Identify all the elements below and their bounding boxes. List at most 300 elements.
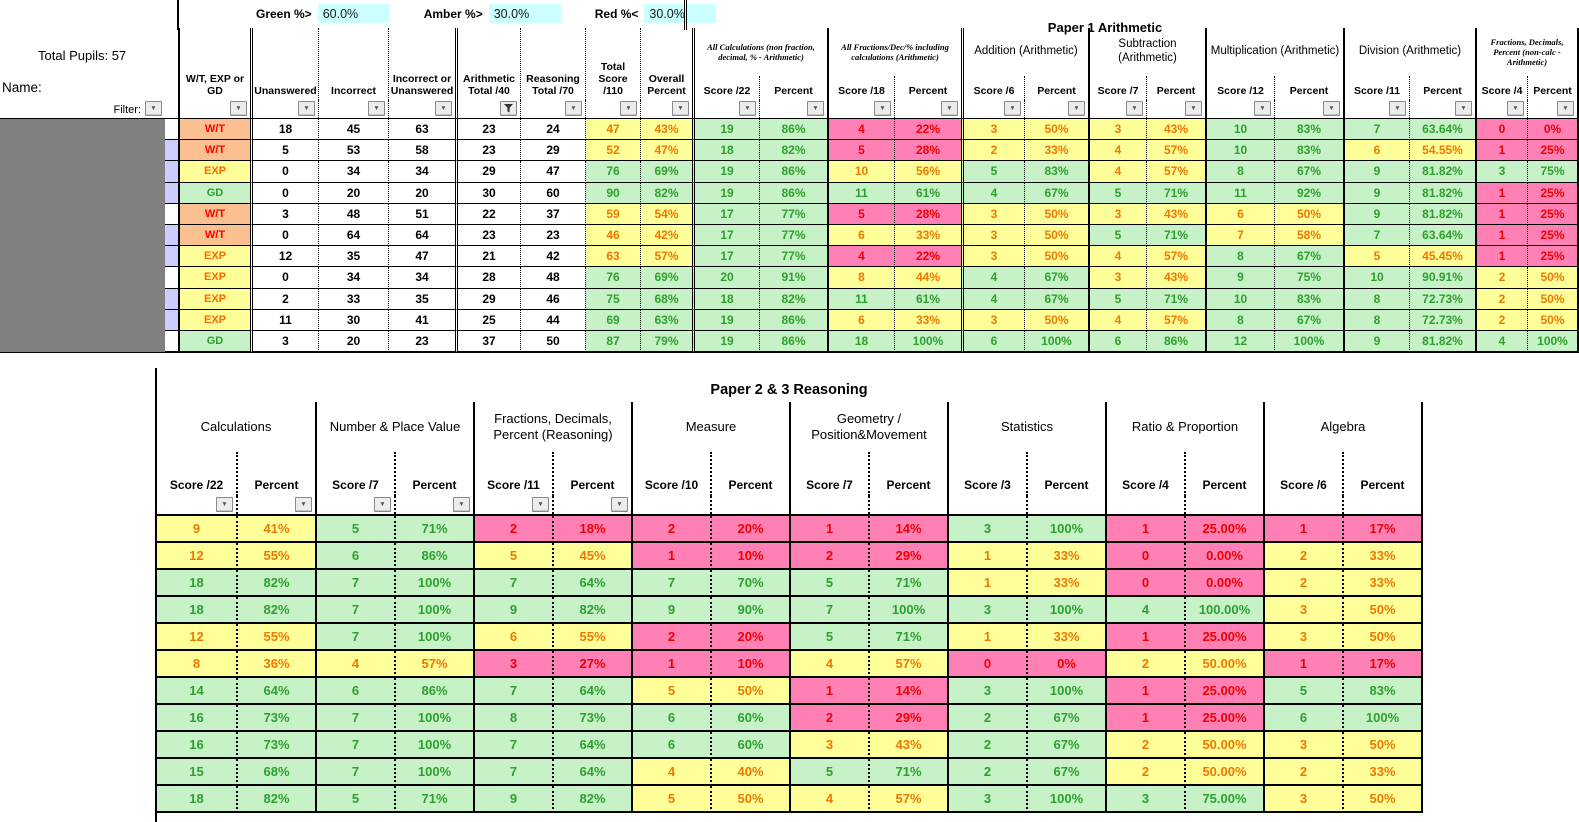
green-threshold-value[interactable]: 60.0% [318, 4, 390, 23]
data-cell[interactable]: 0 [250, 267, 318, 288]
band-cell[interactable]: EXP [178, 310, 250, 331]
score-cell[interactable]: 5 [315, 786, 394, 813]
data-cell[interactable]: 23 [455, 225, 520, 246]
percent-cell[interactable]: 71% [1146, 225, 1205, 246]
percent-cell[interactable]: 56% [894, 161, 961, 182]
percent-cell[interactable]: 43% [1146, 119, 1205, 140]
score-cell[interactable]: 6 [1343, 140, 1409, 161]
score-cell[interactable]: 18 [157, 570, 236, 597]
percent-cell[interactable]: 82% [552, 597, 631, 624]
data-cell[interactable]: 2 [250, 289, 318, 310]
score-cell[interactable]: 0 [1105, 543, 1184, 570]
score-cell[interactable]: 3 [961, 310, 1024, 331]
data-cell[interactable]: 58 [388, 140, 455, 161]
filter-dropdown-button[interactable] [1323, 101, 1340, 116]
score-cell[interactable]: 2 [1475, 289, 1527, 310]
percent-cell[interactable]: 50% [1024, 119, 1088, 140]
percent-cell[interactable]: 29% [868, 705, 947, 732]
data-cell[interactable]: 23 [455, 119, 520, 140]
overall-percent-cell[interactable]: 68% [640, 289, 692, 310]
band-cell[interactable]: W/T [178, 140, 250, 161]
overall-percent-cell[interactable]: 69% [640, 267, 692, 288]
filter-dropdown-button[interactable] [532, 497, 549, 512]
score-cell[interactable]: 1 [1263, 516, 1342, 543]
data-cell[interactable]: 45 [318, 119, 388, 140]
percent-cell[interactable]: 33% [1026, 624, 1105, 651]
percent-cell[interactable]: 57% [868, 786, 947, 813]
score-cell[interactable]: 8 [1205, 246, 1274, 267]
score-cell[interactable]: 6 [315, 678, 394, 705]
score-cell[interactable]: 2 [1475, 267, 1527, 288]
percent-cell[interactable]: 67% [1026, 759, 1105, 786]
percent-cell[interactable]: 83% [1274, 289, 1343, 310]
percent-cell[interactable]: 100% [394, 705, 473, 732]
data-cell[interactable]: 18 [250, 119, 318, 140]
percent-cell[interactable]: 50% [1342, 732, 1421, 759]
percent-cell[interactable]: 10% [710, 651, 789, 678]
score-cell[interactable]: 18 [157, 597, 236, 624]
total-score-cell[interactable]: 46 [585, 225, 640, 246]
filter-dropdown-button[interactable] [620, 101, 637, 116]
score-cell[interactable]: 6 [827, 225, 894, 246]
percent-cell[interactable]: 82% [552, 786, 631, 813]
score-cell[interactable]: 18 [157, 786, 236, 813]
filter-dropdown-button[interactable] [941, 101, 958, 116]
percent-cell[interactable]: 64% [236, 678, 315, 705]
filter-dropdown-button[interactable] [230, 101, 247, 116]
data-cell[interactable]: 53 [318, 140, 388, 161]
percent-cell[interactable]: 45% [552, 543, 631, 570]
percent-cell[interactable]: 86% [1146, 331, 1205, 352]
score-cell[interactable]: 4 [961, 289, 1024, 310]
score-cell[interactable]: 7 [473, 570, 552, 597]
row-flag-cell[interactable] [165, 119, 178, 140]
filter-dropdown-button[interactable] [1507, 101, 1524, 116]
percent-cell[interactable]: 64% [552, 570, 631, 597]
score-cell[interactable]: 8 [473, 705, 552, 732]
score-cell[interactable]: 11 [827, 183, 894, 204]
data-cell[interactable]: 5 [250, 140, 318, 161]
score-cell[interactable]: 18 [692, 140, 759, 161]
data-cell[interactable]: 30 [455, 183, 520, 204]
filter-dropdown-button[interactable] [807, 101, 824, 116]
score-cell[interactable]: 8 [1205, 310, 1274, 331]
score-cell[interactable]: 8 [827, 267, 894, 288]
data-cell[interactable]: 0 [250, 161, 318, 182]
percent-cell[interactable]: 81.82% [1409, 204, 1475, 225]
score-cell[interactable]: 3 [1263, 624, 1342, 651]
percent-cell[interactable]: 22% [894, 246, 961, 267]
percent-cell[interactable]: 33% [1024, 140, 1088, 161]
score-cell[interactable]: 4 [789, 786, 868, 813]
band-cell[interactable]: EXP [178, 161, 250, 182]
score-cell[interactable]: 3 [1088, 267, 1146, 288]
percent-cell[interactable]: 50% [1024, 310, 1088, 331]
percent-cell[interactable]: 28% [894, 204, 961, 225]
score-cell[interactable]: 9 [473, 786, 552, 813]
data-cell[interactable]: 34 [318, 161, 388, 182]
data-cell[interactable]: 22 [455, 204, 520, 225]
percent-cell[interactable]: 50% [710, 786, 789, 813]
score-cell[interactable]: 5 [961, 161, 1024, 182]
score-cell[interactable]: 7 [315, 759, 394, 786]
score-cell[interactable]: 1 [631, 651, 710, 678]
score-cell[interactable]: 9 [1343, 183, 1409, 204]
score-cell[interactable]: 5 [1088, 289, 1146, 310]
percent-cell[interactable]: 33% [1026, 570, 1105, 597]
score-cell[interactable]: 1 [947, 570, 1026, 597]
score-cell[interactable]: 7 [315, 732, 394, 759]
percent-cell[interactable]: 20% [710, 516, 789, 543]
percent-cell[interactable]: 40% [710, 759, 789, 786]
score-cell[interactable]: 4 [1088, 310, 1146, 331]
overall-percent-cell[interactable]: 69% [640, 161, 692, 182]
score-cell[interactable]: 4 [961, 267, 1024, 288]
percent-cell[interactable]: 36% [236, 651, 315, 678]
score-cell[interactable]: 12 [1205, 331, 1274, 352]
percent-cell[interactable]: 67% [1024, 289, 1088, 310]
score-cell[interactable]: 2 [473, 516, 552, 543]
score-cell[interactable]: 2 [789, 705, 868, 732]
percent-cell[interactable]: 83% [1274, 140, 1343, 161]
percent-cell[interactable]: 72.73% [1409, 289, 1475, 310]
percent-cell[interactable]: 54.55% [1409, 140, 1475, 161]
percent-cell[interactable]: 86% [394, 543, 473, 570]
score-cell[interactable]: 20 [692, 267, 759, 288]
percent-cell[interactable]: 58% [1274, 225, 1343, 246]
row-flag-cell[interactable] [165, 246, 178, 267]
filter-dropdown-button[interactable] [1455, 101, 1472, 116]
data-cell[interactable]: 23 [388, 331, 455, 352]
percent-cell[interactable]: 0% [1026, 651, 1105, 678]
score-cell[interactable]: 10 [1205, 289, 1274, 310]
score-cell[interactable]: 6 [1205, 204, 1274, 225]
score-cell[interactable]: 8 [1343, 289, 1409, 310]
score-cell[interactable]: 9 [157, 516, 236, 543]
percent-cell[interactable]: 50% [1342, 786, 1421, 813]
percent-cell[interactable]: 50.00% [1184, 759, 1263, 786]
percent-cell[interactable]: 25.00% [1184, 516, 1263, 543]
score-cell[interactable]: 0 [1105, 570, 1184, 597]
total-score-cell[interactable]: 76 [585, 267, 640, 288]
data-cell[interactable]: 0 [250, 225, 318, 246]
percent-cell[interactable]: 57% [1146, 310, 1205, 331]
filter-dropdown-button[interactable] [1068, 101, 1085, 116]
row-flag-cell[interactable] [165, 140, 178, 161]
data-cell[interactable]: 0 [250, 183, 318, 204]
percent-cell[interactable]: 43% [1146, 204, 1205, 225]
score-cell[interactable]: 1 [1475, 183, 1527, 204]
score-cell[interactable]: 3 [1088, 204, 1146, 225]
data-cell[interactable]: 64 [388, 225, 455, 246]
total-score-cell[interactable]: 87 [585, 331, 640, 352]
score-cell[interactable]: 3 [1475, 161, 1527, 182]
percent-cell[interactable]: 33% [894, 310, 961, 331]
data-cell[interactable]: 50 [520, 331, 585, 352]
percent-cell[interactable]: 100% [1026, 516, 1105, 543]
data-cell[interactable]: 3 [250, 204, 318, 225]
filter-dropdown-button[interactable] [374, 497, 391, 512]
data-cell[interactable]: 47 [520, 161, 585, 182]
score-cell[interactable]: 7 [315, 570, 394, 597]
score-cell[interactable]: 2 [947, 732, 1026, 759]
percent-cell[interactable]: 44% [894, 267, 961, 288]
data-cell[interactable]: 48 [318, 204, 388, 225]
score-cell[interactable]: 3 [961, 225, 1024, 246]
data-cell[interactable]: 37 [455, 331, 520, 352]
score-cell[interactable]: 4 [1105, 597, 1184, 624]
filter-dropdown-button[interactable] [874, 101, 891, 116]
percent-cell[interactable]: 86% [759, 331, 827, 352]
score-cell[interactable]: 2 [789, 543, 868, 570]
score-cell[interactable]: 6 [631, 705, 710, 732]
score-cell[interactable]: 5 [1343, 246, 1409, 267]
score-cell[interactable]: 1 [1105, 705, 1184, 732]
score-cell[interactable]: 9 [1343, 204, 1409, 225]
band-cell[interactable]: EXP [178, 289, 250, 310]
percent-cell[interactable]: 50% [1342, 624, 1421, 651]
percent-cell[interactable]: 91% [759, 267, 827, 288]
score-cell[interactable]: 9 [1205, 267, 1274, 288]
percent-cell[interactable]: 71% [868, 759, 947, 786]
score-cell[interactable]: 17 [692, 225, 759, 246]
total-score-cell[interactable]: 75 [585, 289, 640, 310]
percent-cell[interactable]: 71% [1146, 289, 1205, 310]
data-cell[interactable]: 34 [318, 267, 388, 288]
total-score-cell[interactable]: 59 [585, 204, 640, 225]
row-flag-cell[interactable] [165, 289, 178, 310]
percent-cell[interactable]: 57% [394, 651, 473, 678]
percent-cell[interactable]: 43% [1146, 267, 1205, 288]
row-flag-cell[interactable] [165, 161, 178, 182]
row-flag-cell[interactable] [165, 331, 178, 352]
score-cell[interactable]: 5 [315, 516, 394, 543]
score-cell[interactable]: 9 [631, 597, 710, 624]
percent-cell[interactable]: 71% [1146, 183, 1205, 204]
filter-dropdown-button[interactable] [1185, 101, 1202, 116]
percent-cell[interactable]: 100% [1026, 678, 1105, 705]
data-cell[interactable]: 30 [318, 310, 388, 331]
percent-cell[interactable]: 25% [1527, 140, 1577, 161]
percent-cell[interactable]: 77% [759, 225, 827, 246]
filter-dropdown-button[interactable] [453, 497, 470, 512]
score-cell[interactable]: 11 [1205, 183, 1274, 204]
filter-dropdown-button[interactable] [611, 497, 628, 512]
data-cell[interactable]: 23 [455, 140, 520, 161]
score-cell[interactable]: 19 [692, 310, 759, 331]
overall-percent-cell[interactable]: 79% [640, 331, 692, 352]
score-cell[interactable]: 18 [827, 331, 894, 352]
row-flag-cell[interactable] [165, 267, 178, 288]
data-cell[interactable]: 29 [455, 289, 520, 310]
score-cell[interactable]: 4 [1475, 331, 1527, 352]
percent-cell[interactable]: 57% [1146, 246, 1205, 267]
percent-cell[interactable]: 100% [894, 331, 961, 352]
percent-cell[interactable]: 100% [394, 759, 473, 786]
percent-cell[interactable]: 33% [1026, 543, 1105, 570]
score-cell[interactable]: 2 [947, 705, 1026, 732]
score-cell[interactable]: 2 [1263, 759, 1342, 786]
percent-cell[interactable]: 67% [1274, 161, 1343, 182]
score-cell[interactable]: 10 [1343, 267, 1409, 288]
score-cell[interactable]: 19 [692, 331, 759, 352]
score-cell[interactable]: 3 [947, 678, 1026, 705]
score-cell[interactable]: 7 [315, 705, 394, 732]
total-score-cell[interactable]: 52 [585, 140, 640, 161]
percent-cell[interactable]: 86% [759, 161, 827, 182]
score-cell[interactable]: 5 [827, 204, 894, 225]
percent-cell[interactable]: 50% [1274, 204, 1343, 225]
score-cell[interactable]: 2 [1475, 310, 1527, 331]
band-cell[interactable]: W/T [178, 119, 250, 140]
score-cell[interactable]: 9 [1343, 161, 1409, 182]
percent-cell[interactable]: 73% [552, 705, 631, 732]
band-cell[interactable]: EXP [178, 267, 250, 288]
row-flag-cell[interactable] [165, 310, 178, 331]
percent-cell[interactable]: 100% [394, 597, 473, 624]
score-cell[interactable]: 7 [1205, 225, 1274, 246]
score-cell[interactable]: 1 [1475, 225, 1527, 246]
percent-cell[interactable]: 100% [394, 624, 473, 651]
percent-cell[interactable]: 63.64% [1409, 225, 1475, 246]
data-cell[interactable]: 20 [318, 183, 388, 204]
percent-cell[interactable]: 68% [236, 759, 315, 786]
score-cell[interactable]: 2 [631, 516, 710, 543]
percent-cell[interactable]: 70% [710, 570, 789, 597]
percent-cell[interactable]: 17% [1342, 651, 1421, 678]
percent-cell[interactable]: 57% [1146, 140, 1205, 161]
band-cell[interactable]: W/T [178, 204, 250, 225]
data-cell[interactable]: 35 [318, 246, 388, 267]
percent-cell[interactable]: 43% [868, 732, 947, 759]
score-cell[interactable]: 16 [157, 732, 236, 759]
percent-cell[interactable]: 100% [1274, 331, 1343, 352]
score-cell[interactable]: 4 [1088, 140, 1146, 161]
score-cell[interactable]: 10 [827, 161, 894, 182]
percent-cell[interactable]: 55% [552, 624, 631, 651]
score-cell[interactable]: 3 [947, 786, 1026, 813]
score-cell[interactable]: 19 [692, 161, 759, 182]
score-cell[interactable]: 6 [631, 732, 710, 759]
percent-cell[interactable]: 57% [1146, 161, 1205, 182]
data-cell[interactable]: 29 [520, 140, 585, 161]
percent-cell[interactable]: 67% [1024, 183, 1088, 204]
percent-cell[interactable]: 71% [394, 786, 473, 813]
red-threshold-value[interactable]: 30.0% [644, 4, 716, 23]
percent-cell[interactable]: 75.00% [1184, 786, 1263, 813]
percent-cell[interactable]: 92% [1274, 183, 1343, 204]
data-cell[interactable]: 37 [520, 204, 585, 225]
band-cell[interactable]: EXP [178, 246, 250, 267]
score-cell[interactable]: 2 [947, 759, 1026, 786]
data-cell[interactable]: 34 [388, 161, 455, 182]
band-cell[interactable]: W/T [178, 225, 250, 246]
overall-percent-cell[interactable]: 47% [640, 140, 692, 161]
data-cell[interactable]: 35 [388, 289, 455, 310]
score-cell[interactable]: 1 [1105, 624, 1184, 651]
overall-percent-cell[interactable]: 63% [640, 310, 692, 331]
row-flag-cell[interactable] [165, 204, 178, 225]
percent-cell[interactable]: 71% [868, 570, 947, 597]
percent-cell[interactable]: 33% [894, 225, 961, 246]
percent-cell[interactable]: 18% [552, 516, 631, 543]
percent-cell[interactable]: 25% [1527, 225, 1577, 246]
percent-cell[interactable]: 29% [868, 543, 947, 570]
band-cell[interactable]: GD [178, 331, 250, 352]
score-cell[interactable]: 4 [789, 651, 868, 678]
score-cell[interactable]: 6 [1263, 705, 1342, 732]
percent-cell[interactable]: 60% [710, 705, 789, 732]
score-cell[interactable]: 12 [157, 543, 236, 570]
data-cell[interactable]: 21 [455, 246, 520, 267]
score-cell[interactable]: 5 [789, 624, 868, 651]
score-cell[interactable]: 5 [631, 678, 710, 705]
score-cell[interactable]: 18 [692, 289, 759, 310]
percent-cell[interactable]: 33% [1342, 570, 1421, 597]
score-cell[interactable]: 4 [827, 119, 894, 140]
total-score-cell[interactable]: 63 [585, 246, 640, 267]
percent-cell[interactable]: 0.00% [1184, 570, 1263, 597]
score-cell[interactable]: 1 [1475, 246, 1527, 267]
percent-cell[interactable]: 82% [759, 289, 827, 310]
data-cell[interactable]: 47 [388, 246, 455, 267]
score-cell[interactable]: 19 [692, 119, 759, 140]
percent-cell[interactable]: 33% [1342, 543, 1421, 570]
score-cell[interactable]: 1 [1105, 678, 1184, 705]
percent-cell[interactable]: 25.00% [1184, 624, 1263, 651]
data-cell[interactable]: 20 [318, 331, 388, 352]
percent-cell[interactable]: 67% [1026, 705, 1105, 732]
percent-cell[interactable]: 77% [759, 246, 827, 267]
data-cell[interactable]: 48 [520, 267, 585, 288]
percent-cell[interactable]: 27% [552, 651, 631, 678]
filter-dropdown-button[interactable] [435, 101, 452, 116]
row-flag-cell[interactable] [165, 183, 178, 204]
score-cell[interactable]: 6 [827, 310, 894, 331]
score-cell[interactable]: 17 [692, 246, 759, 267]
percent-cell[interactable]: 72.73% [1409, 310, 1475, 331]
percent-cell[interactable]: 71% [868, 624, 947, 651]
percent-cell[interactable]: 25% [1527, 204, 1577, 225]
percent-cell[interactable]: 100% [1026, 786, 1105, 813]
score-cell[interactable]: 8 [1205, 161, 1274, 182]
percent-cell[interactable]: 90.91% [1409, 267, 1475, 288]
data-cell[interactable]: 64 [318, 225, 388, 246]
score-cell[interactable]: 6 [473, 624, 552, 651]
score-cell[interactable]: 3 [473, 651, 552, 678]
percent-cell[interactable]: 0% [1527, 119, 1577, 140]
percent-cell[interactable]: 100.00% [1184, 597, 1263, 624]
overall-percent-cell[interactable]: 57% [640, 246, 692, 267]
score-cell[interactable]: 14 [157, 678, 236, 705]
total-score-cell[interactable]: 90 [585, 183, 640, 204]
score-cell[interactable]: 3 [947, 597, 1026, 624]
percent-cell[interactable]: 33% [1342, 759, 1421, 786]
score-cell[interactable]: 1 [1475, 140, 1527, 161]
percent-cell[interactable]: 100% [1342, 705, 1421, 732]
score-cell[interactable]: 2 [1105, 651, 1184, 678]
score-cell[interactable]: 0 [1475, 119, 1527, 140]
score-cell[interactable]: 3 [961, 246, 1024, 267]
percent-cell[interactable]: 100% [1527, 331, 1577, 352]
score-cell[interactable]: 17 [692, 204, 759, 225]
score-cell[interactable]: 2 [631, 624, 710, 651]
score-cell[interactable]: 15 [157, 759, 236, 786]
amber-threshold-value[interactable]: 30.0% [489, 4, 561, 23]
score-cell[interactable]: 8 [157, 651, 236, 678]
score-cell[interactable]: 6 [961, 331, 1024, 352]
percent-cell[interactable]: 14% [868, 516, 947, 543]
